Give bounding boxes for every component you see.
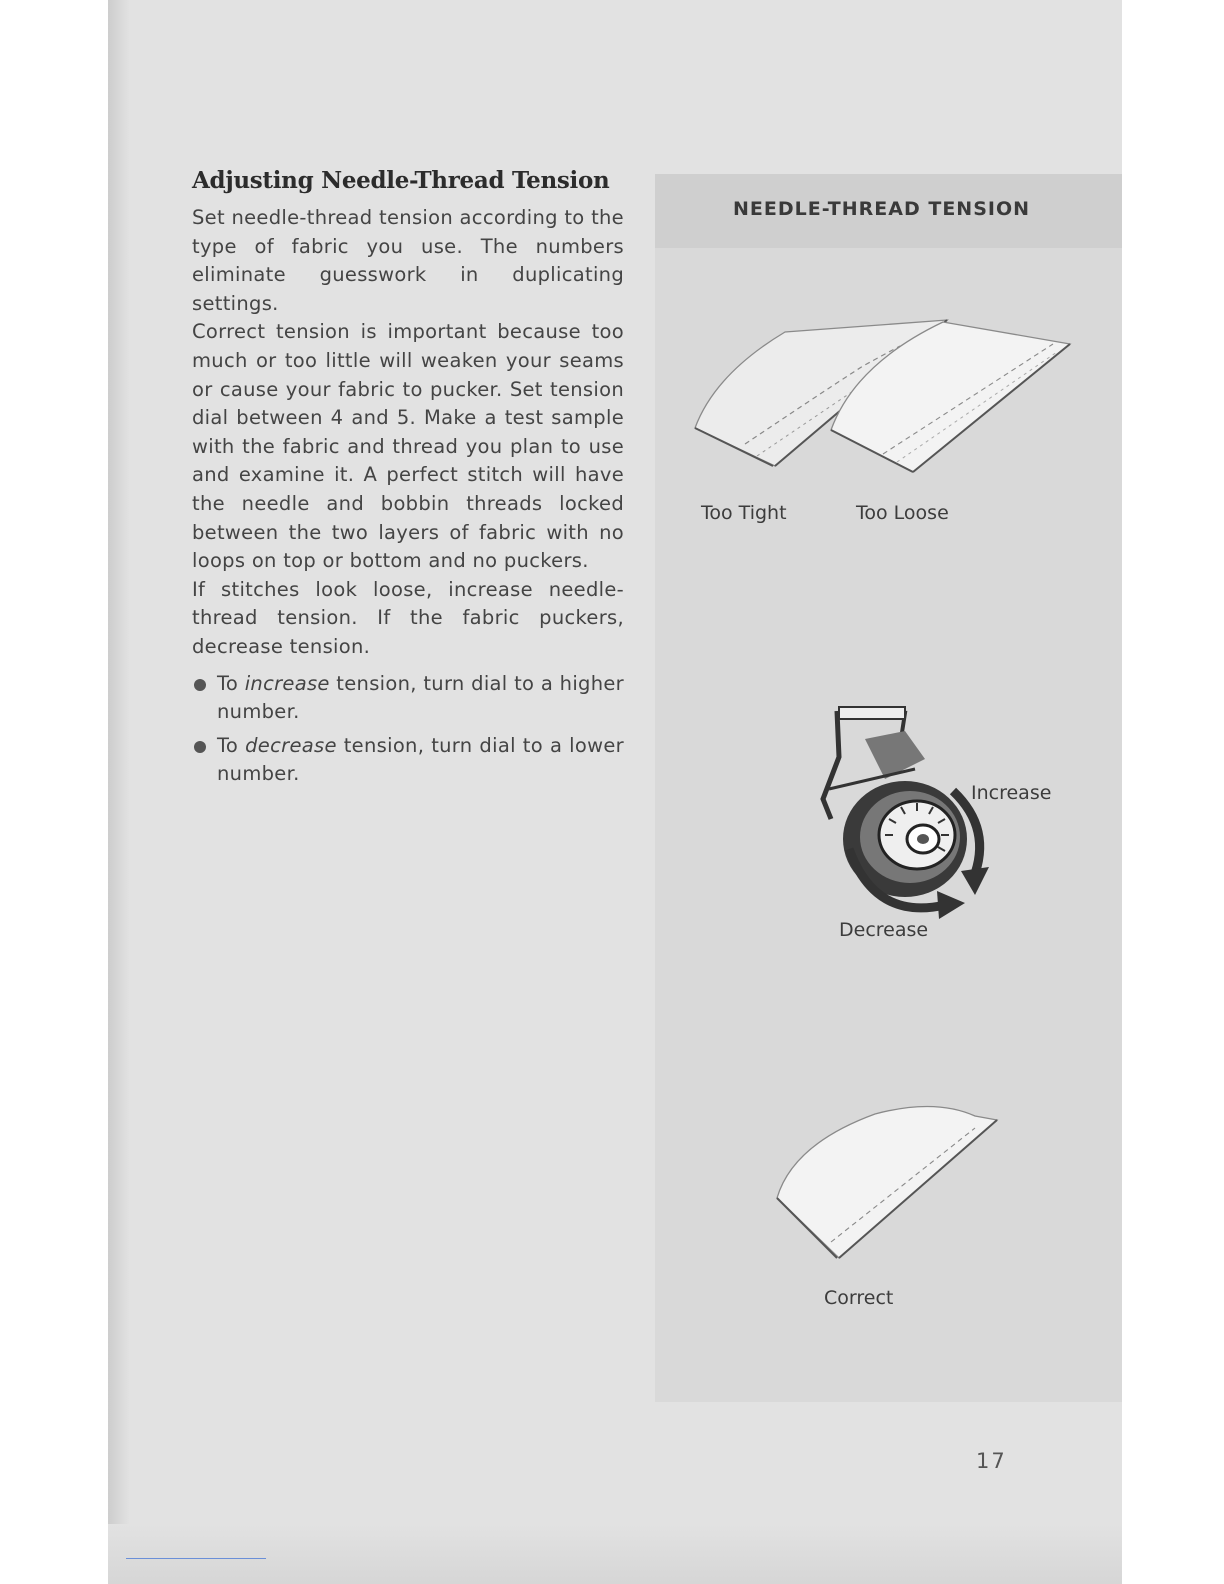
panel-title: NEEDLE-THREAD TENSION — [733, 198, 1031, 220]
paragraph-correct-tension: Correct tension is important because too much or too little will weaken your seams or cause your fabric to pucker. Set tension dial between 4 and 5. Make a test sample with the fabric and thread you plan to use and examine it. A perfect stitch will have the needle and bobbin threads locked between the two layers of fabric with no loops on top or bottom and no puckers. — [192, 320, 624, 573]
label-too-tight: Too Tight — [701, 502, 787, 524]
correct-fabric-sample-illustration — [775, 1104, 1005, 1274]
label-decrease: Decrease — [839, 919, 929, 941]
bullet-dot-icon — [194, 741, 206, 753]
fabric-samples-tension-illustration — [685, 304, 1075, 484]
text-column — [192, 166, 624, 794]
label-increase: Increase — [971, 782, 1052, 804]
page-number: 17 — [976, 1449, 1007, 1473]
label-correct: Correct — [824, 1287, 894, 1309]
label-too-loose: Too Loose — [856, 502, 949, 524]
bullet-list — [192, 670, 624, 789]
bullet-dot-icon — [194, 679, 206, 691]
paragraph-adjust: If stitches look loose, increase needle-thread tension. If the fabric puckers, decrease tension. — [192, 577, 624, 658]
illustration-panel — [655, 174, 1122, 1402]
paragraph-intro: Set needle-thread tension according to the type of fabric you use. The numbers eliminate guesswork in duplicating settings. — [192, 206, 624, 315]
bullet-decrease: To decrease tension, turn dial to a lower number. — [192, 732, 624, 789]
tension-dial-icon — [805, 699, 1005, 929]
bullet-increase: To increase tension, turn dial to a higher number. — [192, 670, 624, 727]
section-heading: Adjusting Needle-Thread Tension — [192, 167, 610, 194]
panel-header — [655, 174, 1122, 248]
edge-mark — [126, 1558, 266, 1559]
